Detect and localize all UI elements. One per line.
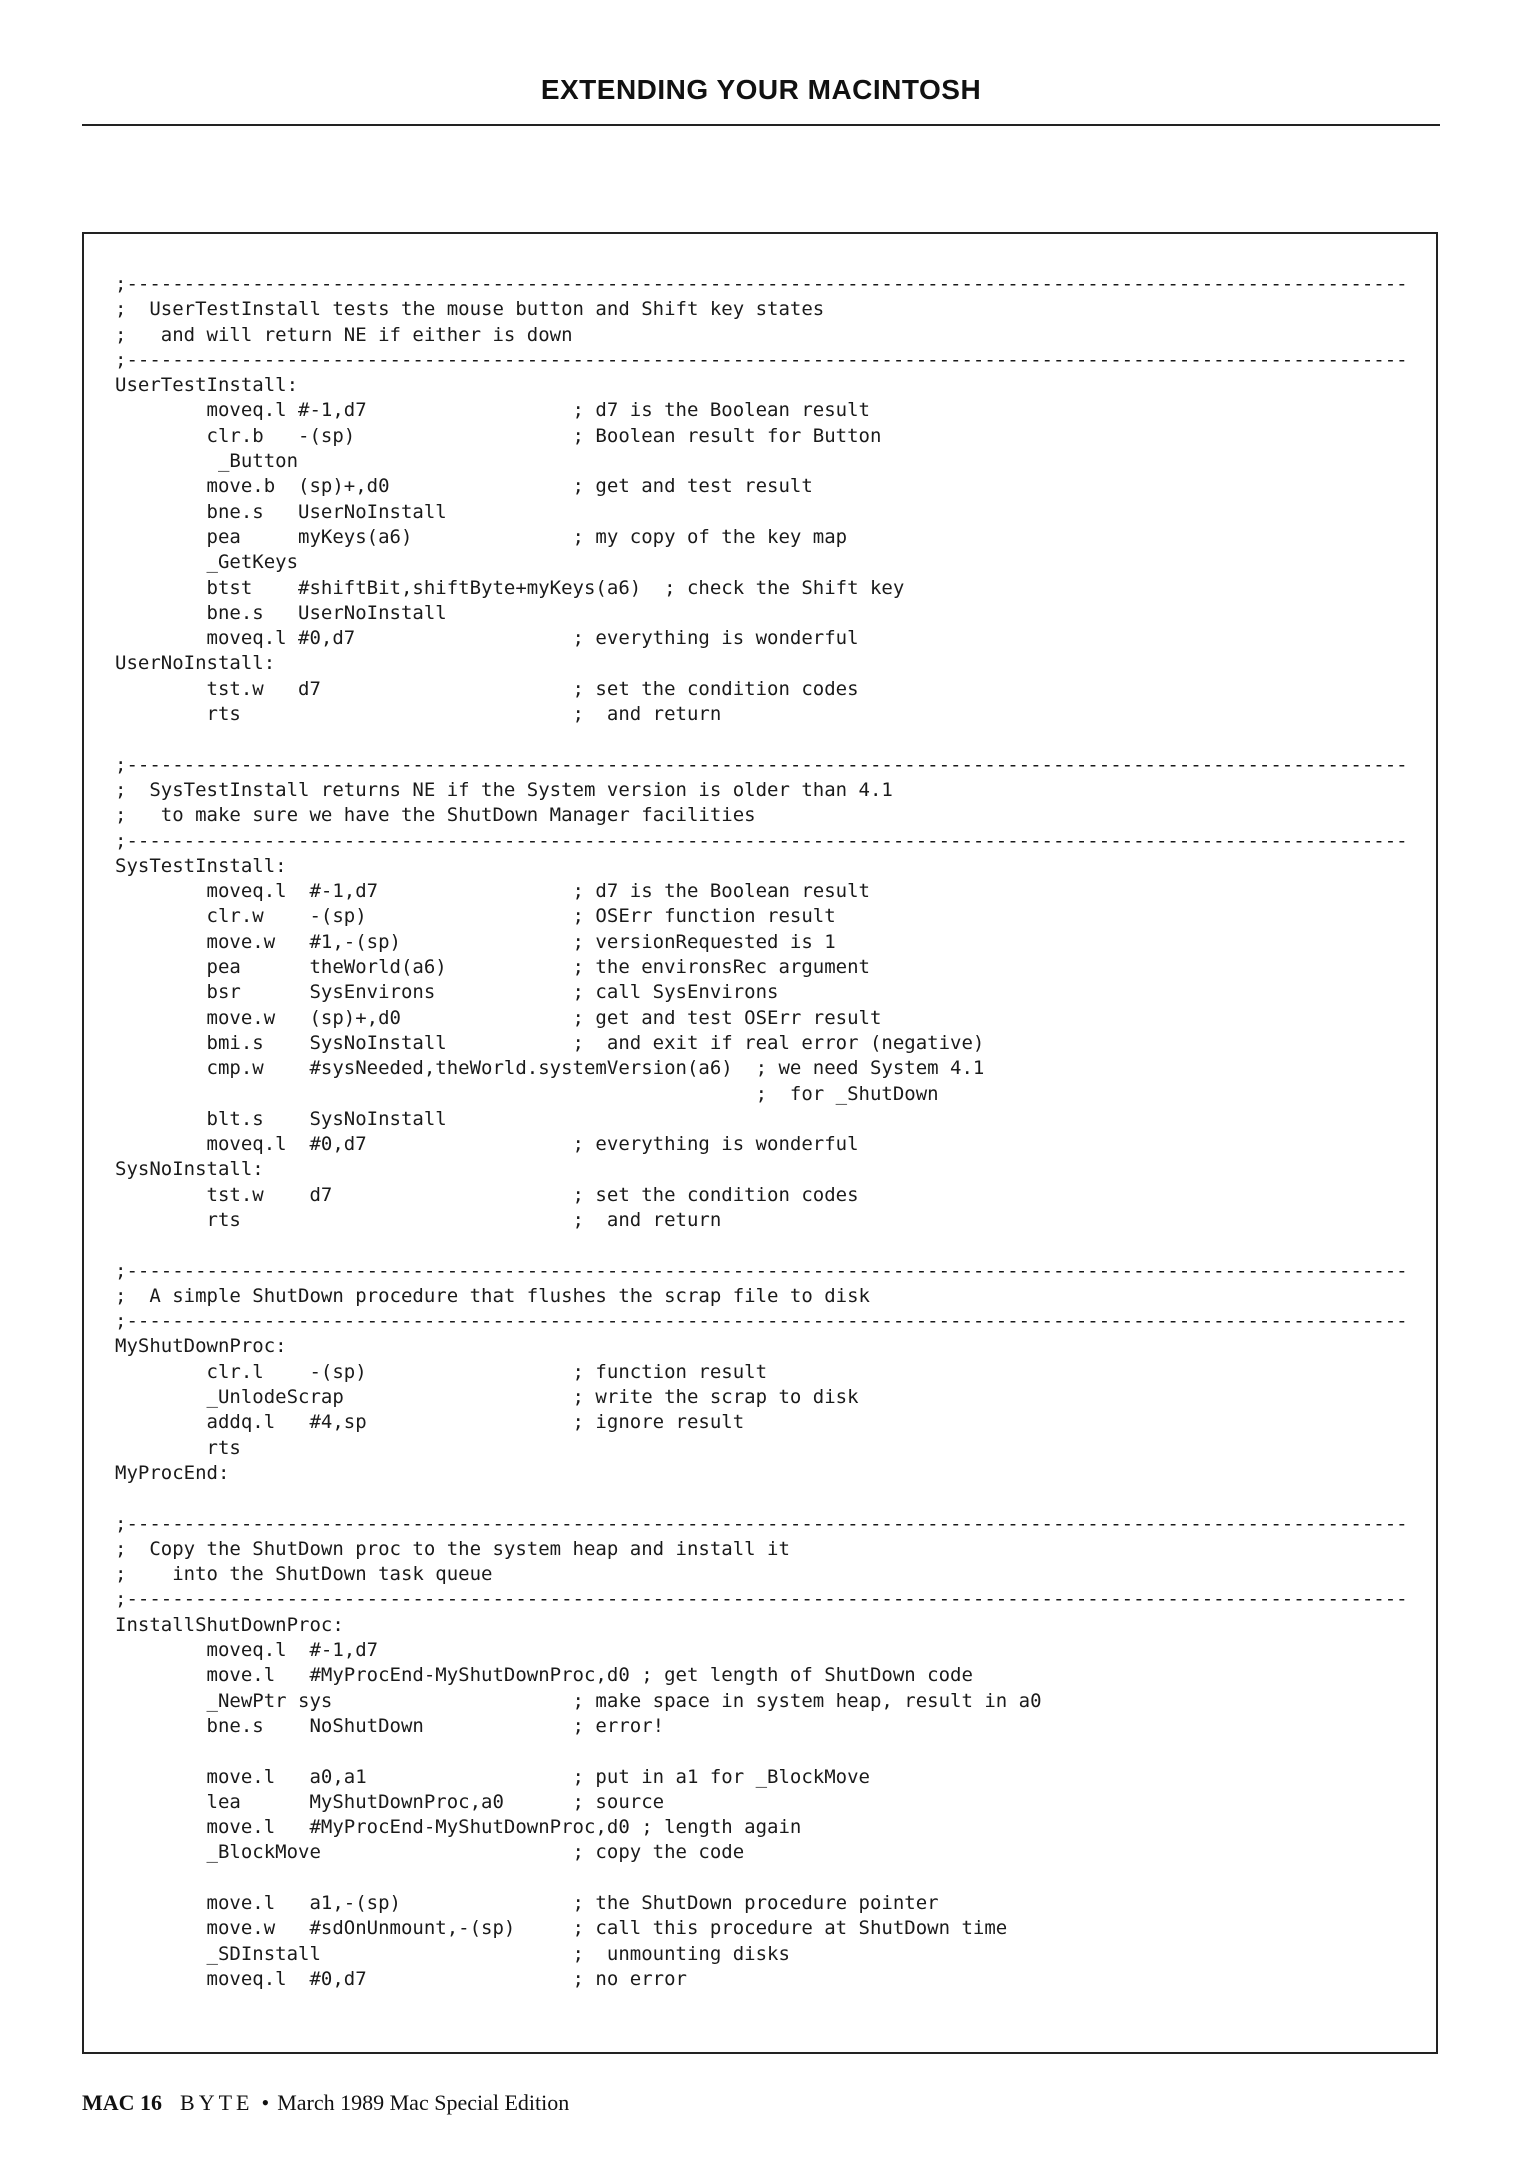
code-line: move.l #MyProcEnd-MyShutDownProc,d0 ; length again xyxy=(115,1816,802,1839)
code-line: addq.l #4,sp ; ignore result xyxy=(115,1411,745,1434)
code-line: ;---------------------------------------------------------------------------------------------------------------- xyxy=(115,1310,1408,1333)
code-line: moveq.l #0,d7 ; everything is wonderful xyxy=(115,627,859,650)
code-line: bmi.s SysNoInstall ; and exit if real error (negative) xyxy=(115,1031,985,1054)
code-line: ;---------------------------------------------------------------------------------------------------------------- xyxy=(115,273,1408,295)
code-line: moveq.l #0,d7 ; everything is wonderful xyxy=(115,1133,859,1156)
code-line: lea MyShutDownProc,a0 ; source xyxy=(115,1790,665,1813)
code-line: tst.w d7 ; set the condition codes xyxy=(115,1183,859,1206)
code-line xyxy=(115,1866,1415,1891)
code-line: moveq.l #-1,d7 ; d7 is the Boolean result xyxy=(115,399,870,422)
code-line: tst.w d7 ; set the condition codes xyxy=(115,677,859,700)
page-header-title: EXTENDING YOUR MACINTOSH xyxy=(540,74,982,105)
page-footer xyxy=(82,2090,569,2116)
code-line: clr.l -(sp) ; function result xyxy=(115,1360,768,1383)
code-line: ; Copy the ShutDown proc to the system heap and install it xyxy=(115,1537,790,1560)
code-line: _SDInstall ; unmounting disks xyxy=(115,1942,790,1965)
code-line: rts xyxy=(115,1436,241,1459)
code-line: MyShutDownProc: xyxy=(115,1335,287,1358)
code-line: SysNoInstall: xyxy=(115,1158,264,1181)
code-line: move.l a1,-(sp) ; the ShutDown procedure pointer xyxy=(115,1892,939,1914)
code-line: ;---------------------------------------------------------------------------------------------------------------- xyxy=(115,1512,1408,1535)
code-line: cmp.w #sysNeeded,theWorld.systemVersion(a6) ; we need System 4.1 xyxy=(115,1057,985,1080)
code-line: ; UserTestInstall tests the mouse button and Shift key states xyxy=(115,298,825,321)
code-line: MyProcEnd: xyxy=(115,1461,230,1484)
code-line: bne.s NoShutDown ; error! xyxy=(115,1714,665,1737)
code-line xyxy=(115,1486,1415,1511)
code-line: ; for _ShutDown xyxy=(115,1082,939,1105)
code-line: ;---------------------------------------------------------------------------------------------------------------- xyxy=(115,1259,1408,1282)
code-line: pea myKeys(a6) ; my copy of the key map xyxy=(115,525,848,548)
code-line: bsr SysEnvirons ; call SysEnvirons xyxy=(115,981,779,1004)
code-line: move.l a0,a1 ; put in a1 for _BlockMove xyxy=(115,1765,870,1788)
code-line: ; A simple ShutDown procedure that flushes the scrap file to disk xyxy=(115,1284,870,1307)
code-line: InstallShutDownProc: xyxy=(115,1613,344,1636)
code-listing xyxy=(115,272,1415,1992)
code-line xyxy=(115,1233,1415,1258)
code-line: blt.s SysNoInstall xyxy=(115,1107,447,1130)
code-line: UserTestInstall: xyxy=(115,374,299,397)
code-line: rts ; and return xyxy=(115,1208,722,1231)
code-line: SysTestInstall: xyxy=(115,854,287,877)
code-line: moveq.l #0,d7 ; no error xyxy=(115,1967,687,1990)
code-line: ; SysTestInstall returns NE if the System version is older than 4.1 xyxy=(115,778,893,801)
code-line: bne.s UserNoInstall xyxy=(115,601,447,624)
code-line: ; into the ShutDown task queue xyxy=(115,1563,493,1586)
code-line: clr.w -(sp) ; OSErr function result xyxy=(115,905,836,928)
code-line: move.w #1,-(sp) ; versionRequested is 1 xyxy=(115,930,836,953)
code-line: pea theWorld(a6) ; the environsRec argument xyxy=(115,956,870,979)
code-line: move.b (sp)+,d0 ; get and test result xyxy=(115,475,813,498)
code-line: ; to make sure we have the ShutDown Manager facilities xyxy=(115,804,756,827)
code-line: ;---------------------------------------------------------------------------------------------------------------- xyxy=(115,753,1408,776)
magazine-name: BYTE xyxy=(180,2090,254,2115)
code-line xyxy=(115,727,1415,752)
code-line: bne.s UserNoInstall xyxy=(115,500,447,523)
code-line: move.l #MyProcEnd-MyShutDownProc,d0 ; get length of ShutDown code xyxy=(115,1664,973,1687)
code-line: rts ; and return xyxy=(115,703,722,726)
code-line: ;---------------------------------------------------------------------------------------------------------------- xyxy=(115,1588,1408,1611)
code-line: _Button xyxy=(115,450,299,473)
code-line: _UnlodeScrap ; write the scrap to disk xyxy=(115,1386,859,1409)
code-line: moveq.l #-1,d7 ; d7 is the Boolean result xyxy=(115,880,870,903)
page-number: MAC 16 xyxy=(82,2090,163,2115)
code-line: btst #shiftBit,shiftByte+myKeys(a6) ; check the Shift key xyxy=(115,576,905,599)
code-line xyxy=(115,1739,1415,1764)
code-line: ; and will return NE if either is down xyxy=(115,323,573,346)
code-line: UserNoInstall: xyxy=(115,652,276,675)
code-line: move.w (sp)+,d0 ; get and test OSErr result xyxy=(115,1006,882,1029)
code-line: ;---------------------------------------------------------------------------------------------------------------- xyxy=(115,829,1408,852)
code-line: _GetKeys xyxy=(115,551,299,574)
code-line: _NewPtr sys ; make space in system heap, result in a0 xyxy=(115,1689,1042,1712)
footer-separator: • xyxy=(261,2090,270,2115)
code-line: ;---------------------------------------------------------------------------------------------------------------- xyxy=(115,348,1408,371)
header-divider xyxy=(82,124,1440,126)
edition-label: March 1989 Mac Special Edition xyxy=(277,2090,570,2115)
code-line: move.w #sdOnUnmount,-(sp) ; call this procedure at ShutDown time xyxy=(115,1917,1008,1940)
code-line: _BlockMove ; copy the code xyxy=(115,1841,745,1864)
code-line: clr.b -(sp) ; Boolean result for Button xyxy=(115,424,882,447)
code-line: moveq.l #-1,d7 xyxy=(115,1639,379,1662)
